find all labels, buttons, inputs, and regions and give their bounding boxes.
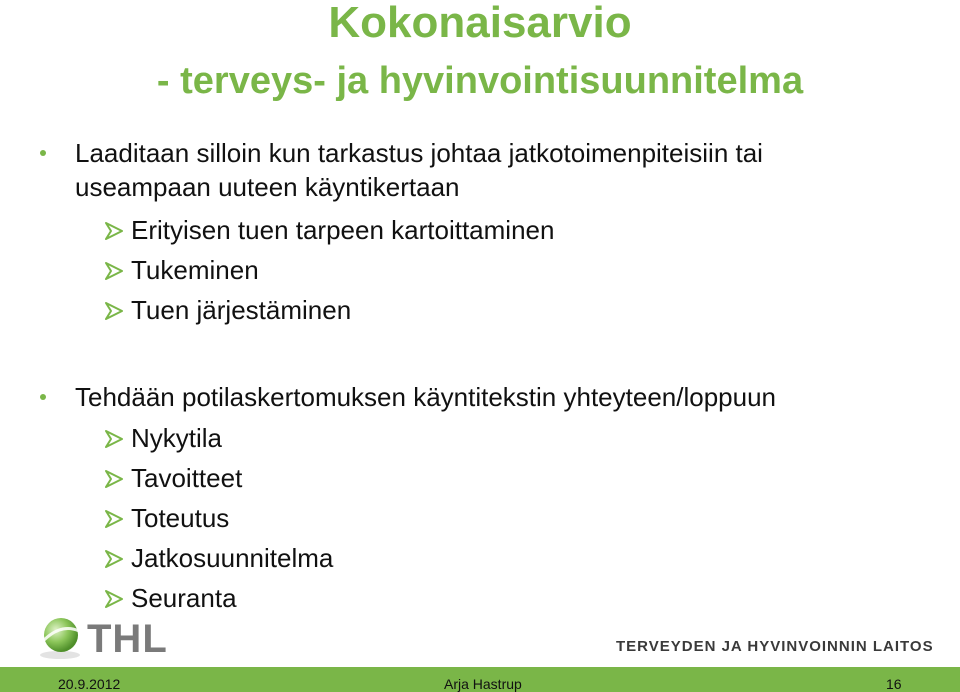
arrow-bullet-icon <box>103 588 125 610</box>
sub-item-text: Seuranta <box>131 583 237 613</box>
arrow-bullet-icon <box>103 300 125 322</box>
bullet-text: Laaditaan silloin kun tarkastus johtaa jatkotoimenpiteisiin tai <box>75 138 763 168</box>
thl-logo <box>35 615 175 663</box>
bullet-dot-icon <box>40 150 46 156</box>
bullet-dot-icon <box>40 394 46 400</box>
footer-page-number: 16 <box>886 676 902 692</box>
arrow-bullet-icon <box>103 428 125 450</box>
title-line-2: - terveys- ja hyvinvointisuunnitelma <box>156 60 804 102</box>
footer-author: Arja Hastrup <box>444 676 522 692</box>
sub-item-text: Tukeminen <box>131 255 259 285</box>
arrow-bullet-icon <box>103 508 125 530</box>
sub-item-text: Toteutus <box>131 503 230 533</box>
sub-item-text: Tuen järjestäminen <box>131 295 352 325</box>
bullet-text: Tehdään potilaskertomuksen käyntitekstin yhteyteen/loppuun <box>75 382 776 412</box>
bullet-text: useampaan uuteen käyntikertaan <box>75 172 460 202</box>
globe-icon <box>35 615 85 661</box>
arrow-bullet-icon <box>103 548 125 570</box>
organization-name: TERVEYDEN JA HYVINVOINNIN LAITOS <box>616 638 934 655</box>
arrow-bullet-icon <box>103 260 125 282</box>
sub-item-text: Erityisen tuen tarpeen kartoittaminen <box>131 215 555 245</box>
sub-item-text: Tavoitteet <box>131 463 243 493</box>
logo-text: THL <box>87 617 168 661</box>
sub-item-text: Jatkosuunnitelma <box>131 543 334 573</box>
arrow-bullet-icon <box>103 220 125 242</box>
arrow-bullet-icon <box>103 468 125 490</box>
title-line-1: Kokonaisarvio <box>328 0 632 47</box>
sub-item-text: Nykytila <box>131 423 223 453</box>
footer-date: 20.9.2012 <box>58 676 121 692</box>
